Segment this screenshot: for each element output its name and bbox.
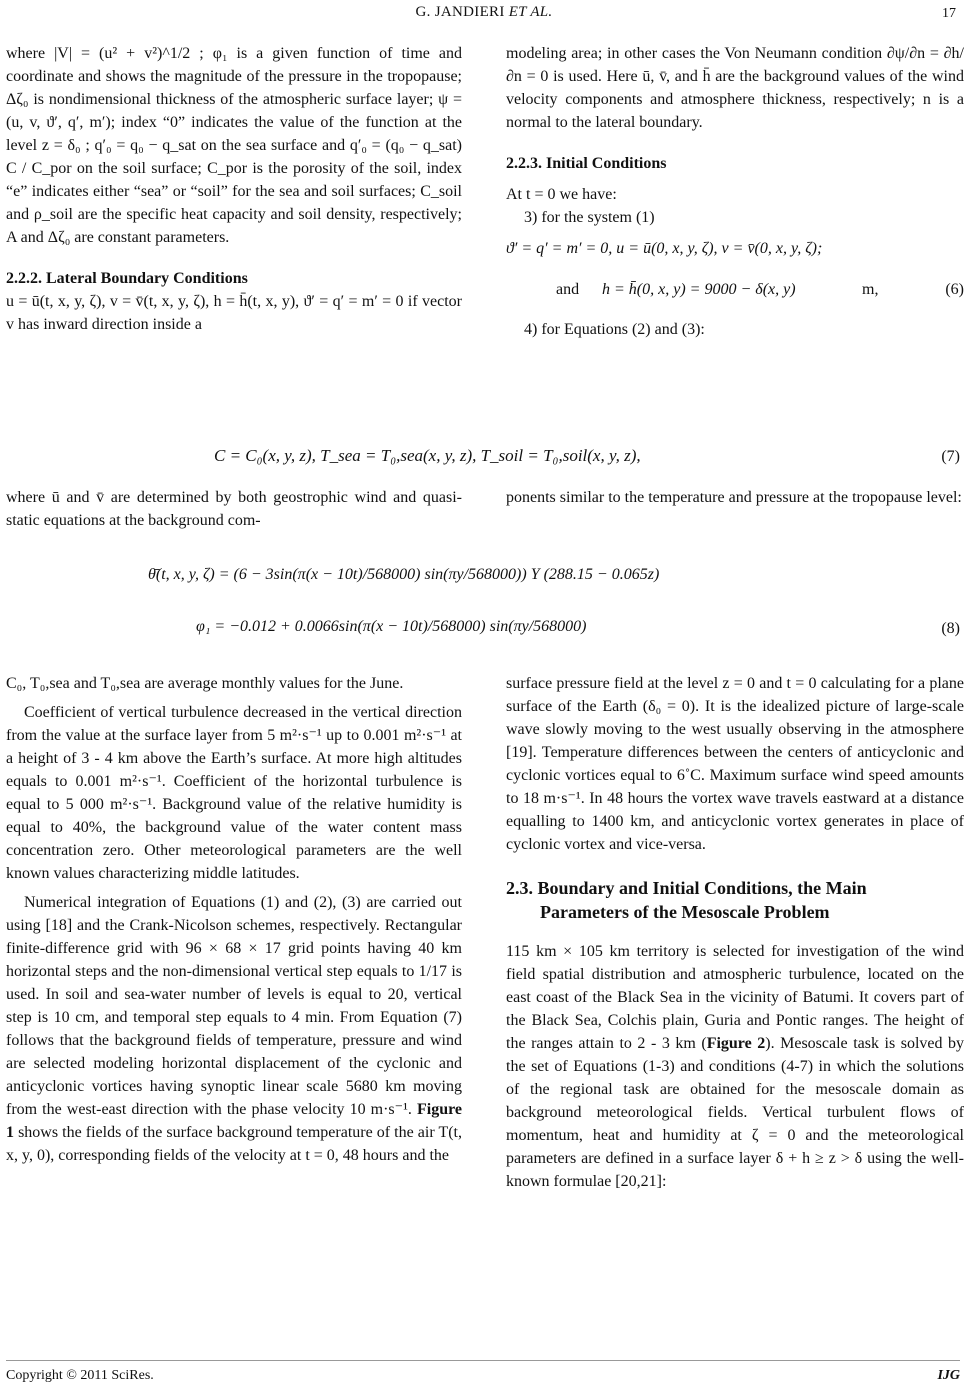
equation-8-line-2: φ₁ = −0.012 + 0.0066sin(π(x − 10t)/568000) sin(πy/568000) xyxy=(196,618,587,635)
figure-2-link[interactable]: Figure 2 xyxy=(706,1035,766,1052)
equation-6-number: (6) xyxy=(945,281,964,298)
spacer xyxy=(506,924,964,940)
equation-7-number: (7) xyxy=(941,448,960,465)
paragraph-territory xyxy=(506,940,964,1193)
paragraph-territory-text: 115 km × 105 km territory is selected for investigation of the wind field spatial distribution and atmospheric turbulence, located on the east coast of the Black Sea in the vicinity of Batumi. It covers part of the Black Sea, Colchis plain, Guria and Pontic ranges. The height of the ranges attain to 2 - 3 km ( xyxy=(506,943,964,1052)
spacer xyxy=(506,134,964,152)
paragraph-average-values: C₀, T₀,sea and T₀,sea are average monthly values for the June. xyxy=(6,675,404,692)
equation-8-number: (8) xyxy=(941,620,960,637)
running-head-etal: ET AL. xyxy=(508,4,553,20)
equation-7: C = C₀(x, y, z), T_sea = T₀,sea(x, y, z), T_soil = T₀,soil(x, y, z), xyxy=(214,446,641,465)
paragraph-definitions: where |V| = (u² + v²)^1/2 ; φ₁ is a given function of time and coordinate and shows the magnitude of the pressure in the tropopause; Δζ₀ is nondimensional thickness of the atmospheric surface layer; ψ = (u, v, ϑ′, q′, m′); index “0” indicates the value of the function at the level z = δ₀ ; q′₀ = q₀ − q_sat on the sea surface and q′₀ = (q₀ − q_sat) C / C_por on the soil surface; C_por is the porosity of the soil, index “e” indicates either “sea” or “soil” for the sea and soil surfaces; C_soil and ρ_soil are the specific heat capacity and soil density, respectively; A and Δζ₀ are constant parameters. xyxy=(6,45,462,246)
section-heading-initial-conditions: 2.2.3. Initial Conditions xyxy=(506,155,667,172)
running-head-authors: G. JANDIERI xyxy=(415,4,505,20)
paragraph-territory-tail: ). Mesoscale task is solved by the set of Equations (1-3) and conditions (4-7) in which the solutions of the regional task are obtained for the mesoscale domain as background meteorological fields. Vertical turbulent flows of momentum, heat and humidity at ζ = 0 and the meteorological parameters are defined in a surface layer δ + h ≥ z > δ using the well-known formulae [20,21]: xyxy=(506,1035,965,1190)
spacer xyxy=(6,249,462,267)
paragraph-numerical-integration xyxy=(6,891,462,1167)
page-number: 17 xyxy=(942,6,956,21)
right-column-mid xyxy=(506,486,964,509)
section-heading-mesoscale-line-1: 2.3. Boundary and Initial Conditions, the Main xyxy=(506,878,867,898)
left-column-top xyxy=(6,42,462,336)
section-heading-lateral-boundary: 2.2.2. Lateral Boundary Conditions xyxy=(6,270,248,287)
paragraph-tropopause: ponents similar to the temperature and pressure at the tropopause level: xyxy=(506,489,962,506)
footer-copyright: Copyright © 2011 SciRes. xyxy=(6,1368,154,1383)
paragraph-surface-pressure: surface pressure field at the level z = 0 and t = 0 calculating for a plane surface of the Earth (δ₀ = 0). It is the idealized picture of large-scale wave slowly moving to the west usually observing in the atmosphere [19]. Temperature differences between the centers of anticyclonic and cyclonic vortices equal to 6˚C. Maximum surface wind speed amounts to 18 m·s⁻¹. In 48 hours the vortex wave travels eastward at a distance equalling to 1400 km, and anticyclonic vortex generates in place of cyclonic vortex and vice-versa. xyxy=(506,675,964,853)
paragraph-equations-2-3: 4) for Equations (2) and (3): xyxy=(524,321,705,338)
footer-journal: IJG xyxy=(937,1368,960,1383)
footer-rule xyxy=(6,1360,960,1361)
right-column-bottom xyxy=(506,672,964,1193)
equation-8-line-1: θ̄(t, x, y, ζ) = (6 − 3sin(π(x − 10t)/568000) sin(πy/568000)) Y (288.15 − 0.065z) xyxy=(148,566,660,583)
equation-6: h = h̄(0, x, y) = 9000 − δ(x, y) xyxy=(602,281,796,298)
equation-6-unit: m, xyxy=(862,281,879,298)
paragraph-lateral-conditions: u = ū(t, x, y, ζ), v = v̄(t, x, y, ζ), h = h̄(t, x, y), ϑ′ = q′ = m′ = 0 if vector v has inward direction inside a xyxy=(6,293,462,333)
right-column-top xyxy=(506,42,964,341)
equation-6-and: and xyxy=(556,281,580,298)
spacer xyxy=(506,856,964,876)
left-column-mid xyxy=(6,486,462,532)
paragraph-system-1: 3) for the system (1) xyxy=(524,209,655,226)
figure-1-link[interactable]: Figure 1 xyxy=(6,1101,463,1141)
paragraph-turbulence: Coefficient of vertical turbulence decreased in the vertical direction from the value at the surface layer from 5 m²·s⁻¹ up to 0.001 m²·s⁻¹ at a height of 3 - 4 km above the Earth’s surface. At more high altitudes equals to 0.001 m²·s⁻¹. Coefficient of the horizontal turbulence is equal to 5 000 m²·s⁻¹. Background value of the relative humidity is equal to 40%, the background value of the water content mass concentration zero. Other meteorological parameters are the well known values characterizing middle latitudes. xyxy=(6,704,462,882)
paragraph-numerical-integration-text: Numerical integration of Equations (1) and (2), (3) are carried out using [18] and the Crank-Nicolson schemes, respectively. Rectangular finite-difference grid with 96 × 68 × 17 grid points having 40 km horizontal steps and the non-dimensional vertical step equals to 1/17 is used. In soil and sea-water number of levels is equal to 20, vertical step is 10 cm, and temporal step equals to 4 min. From Equation (7) follows that the background fields of temperature, pressure and wind are selected modeling horizontal displacement of the cyclonic and anticyclonic vortices having synoptic linear scale 5680 km moving from the west-east direction with the phase velocity 10 m·s⁻¹. xyxy=(6,894,462,1118)
equation-initial-a: ϑ′ = q′ = m′ = 0, u = ū(0, x, y, ζ), v = v̄(0, x, y, ζ); xyxy=(506,240,823,257)
section-heading-mesoscale-line-2: Parameters of the Mesoscale Problem xyxy=(540,902,830,922)
paragraph-numerical-integration-tail: shows the fields of the surface background temperature of the air T(t, x, y, 0), corresponding fields of the velocity at t = 0, 48 hours and the xyxy=(6,1124,462,1164)
left-column-bottom xyxy=(6,672,462,1167)
paragraph-at-t0: At t = 0 we have: xyxy=(506,186,617,203)
section-heading-mesoscale xyxy=(506,876,964,924)
equation-6-row xyxy=(506,270,964,314)
paragraph-geostrophic: where ū and v̄ are determined by both geostrophic wind and quasi-static equations at the background com- xyxy=(6,489,462,529)
running-head xyxy=(0,4,968,21)
paragraph-von-neumann: modeling area; in other cases the Von Neumann condition ∂ψ/∂n = ∂h/∂n = 0 is used. Here ū, v̄, and h̄ are the background values of the wind velocity components and atmosphere thickness, respectively; n is a normal to the lateral boundary. xyxy=(506,45,964,131)
